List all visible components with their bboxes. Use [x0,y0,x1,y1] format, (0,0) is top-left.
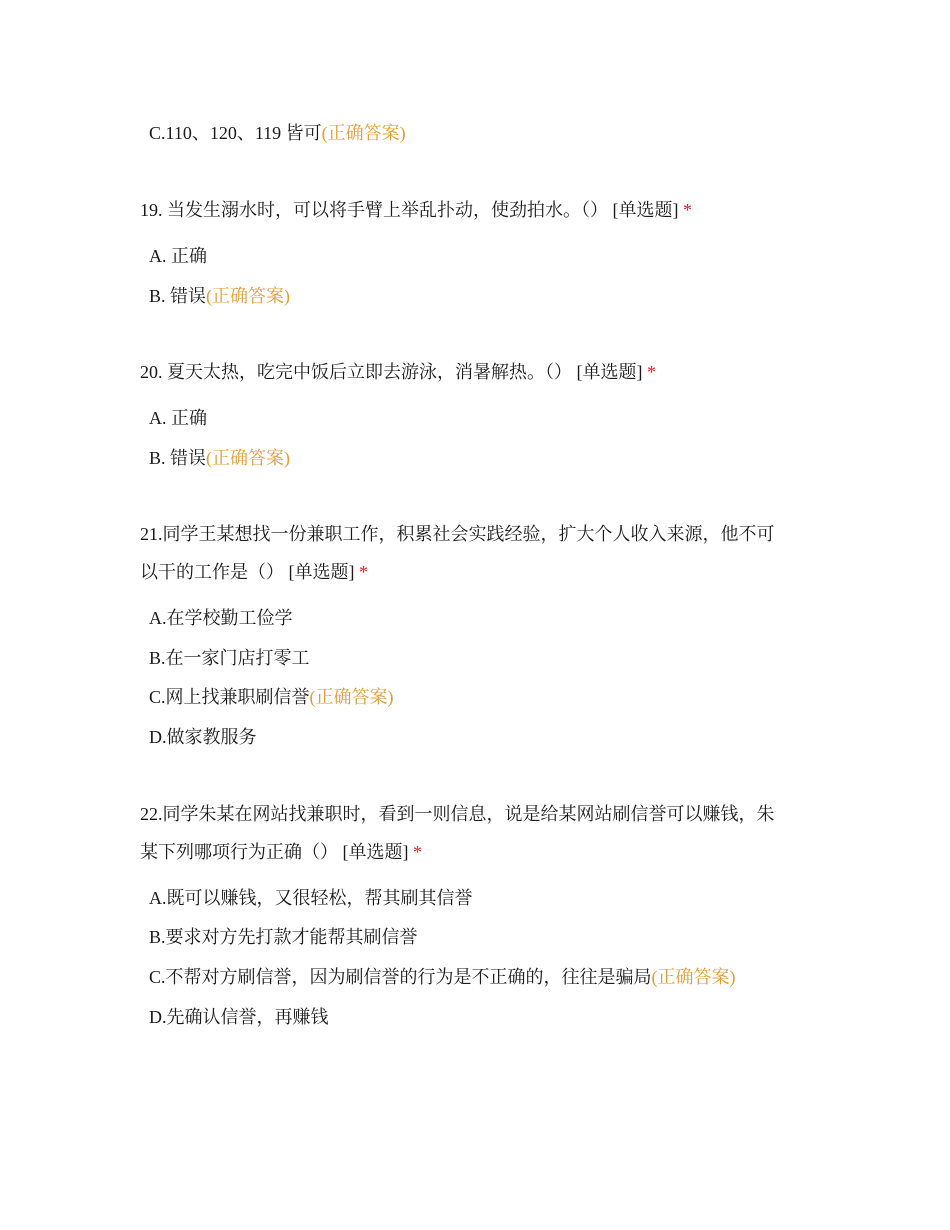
option-item: A. 正确 [149,408,207,428]
question-21-title-line2: 以干的工作是（） [单选题] * [140,562,368,582]
option-item [149,121,406,145]
option-item: D.先确认信誉，再赚钱 [149,1007,329,1027]
question-type-tag: [单选题] [342,842,409,862]
required-marker: * [683,200,692,220]
correct-answer-label: (正确答案) [206,286,291,306]
option-item: D.做家教服务 [149,727,257,747]
correct-answer-label: (正确答案) [206,448,291,468]
question-22-title-line2: 某下列哪项行为正确（） [单选题] * [140,842,422,862]
question-type-tag: [单选题] [612,200,679,220]
correct-answer-label: (正确答案) [309,687,394,707]
question-type-tag: [单选题] [576,362,643,382]
option-item: C.网上找兼职刷信誉(正确答案) [149,687,394,707]
option-item: B.在一家门店打零工 [149,648,310,668]
required-marker: * [647,362,656,382]
option-text: C.110、120、119 皆可 [149,123,322,143]
correct-answer-label: (正确答案) [321,123,406,143]
required-marker: * [359,562,368,582]
question-22-title-line1: 22.同学朱某在网站找兼职时，看到一则信息，说是给某网站刷信誉可以赚钱，朱 [140,804,775,824]
option-item: B. 错误(正确答案) [149,448,291,468]
question-20-title: 20. 夏天太热，吃完中饭后立即去游泳，消暑解热。（） [单选题] * [140,362,656,382]
option-item: C.不帮对方刷信誉，因为刷信誉的行为是不正确的，往往是骗局(正确答案) [149,967,736,987]
option-item: A.既可以赚钱，又很轻松，帮其刷其信誉 [149,888,473,908]
option-item: B.要求对方先打款才能帮其刷信誉 [149,927,418,947]
question-19-title: 19. 当发生溺水时，可以将手臂上举乱扑动，使劲拍水。（） [单选题] * [140,200,692,220]
required-marker: * [413,842,422,862]
option-item: A.在学校勤工俭学 [149,608,293,628]
option-item: B. 错误(正确答案) [149,286,291,306]
option-item: A. 正确 [149,246,207,266]
question-21-title-line1: 21.同学王某想找一份兼职工作，积累社会实践经验，扩大个人收入来源，他不可 [140,524,775,544]
question-type-tag: [单选题] [288,562,355,582]
correct-answer-label: (正确答案) [651,967,736,987]
